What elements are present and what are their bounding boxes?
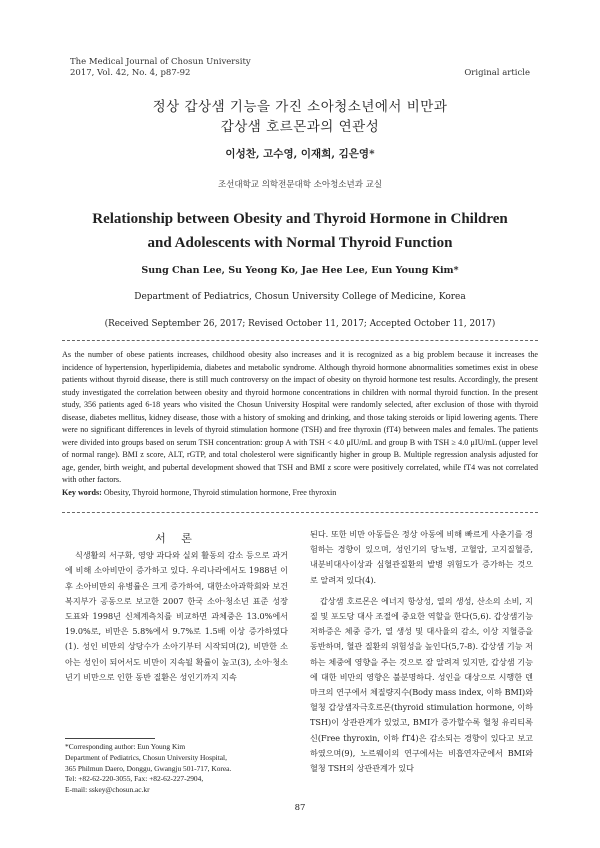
journal-volume: 2017, Vol. 42, No. 4, p87-92 (70, 68, 191, 78)
footnote-line: Department of Pediatrics, Chosun University Hospital, (65, 752, 227, 762)
abstract-text: As the number of obese patients increases, childhood obesity also increases and it is recognized as a big problem because it increases the incidence of hypertension, hyperlipidemia, diabetes and metabolic syndrome. Although thyroid hormone abnormalities sometimes exist in obese patients without thyroid disease, there is still much controversy on the impact of obesity on thyroid hormone test results. Accordingly, the present study investigated the correlation between obesity and thyroid hormone concentrations in children with normal thyroid function. In the present study, 356 patients aged 6-18 years who visited the Chosun University Hospital were randomly selected, after exclusion of those with thyroid disease, diabetes mellitus, kidney disease, those with a history of smoking and drinking, and those taking steroids or lipid lowering agents. There were no significant differences in levels of thyroid stimulation hormone (TSH) and free thyroxin (fT4) between males and females. The patients were divided into groups based on serum TSH concentration: group A with TSH < 4.0 μIU/mL and group B with TSH ≥ 4.0 μIU/mL (upper level of normal range). BMI z score, ALT, rGTP, and total cholesterol were significantly higher in group B. Multiple regression analysis adjusted for age, gender, birth weight, and pubertal development showed that TSH and BMI z score were positively correlated, while fT4 was not correlated with other factors. (62, 350, 538, 484)
english-affiliation: Department of Pediatrics, Chosun University College of Medicine, Korea (134, 292, 466, 302)
corresponding-author-footnote (65, 742, 295, 796)
body-paragraph: 된다. 또한 비만 아동들은 정상 아동에 비해 빠르게 사춘기를 경험하는 경향이 있으며, 성인기의 당뇨병, 고혈압, 고지질혈증, 내분비대사이상과 심혈관질환의 발병 위험도가 증가하는 것으로 알려져 있다(4). (310, 529, 533, 585)
footnote-email: E-mail: sskey@chosun.ac.kr (65, 785, 150, 795)
english-title-line2: and Adolescents with Normal Thyroid Function (147, 235, 453, 251)
keywords-label: Key words: (62, 487, 102, 497)
abstract (62, 349, 538, 499)
journal-name: The Medical Journal of Chosun University (70, 57, 251, 67)
korean-title-line1: 정상 갑상샘 기능을 가진 소아청소년에서 비만과 (152, 99, 448, 115)
article-type: Original article (464, 68, 530, 78)
received-dates: (Received September 26, 2017; Revised October 11, 2017; Accepted October 11, 2017) (104, 319, 496, 329)
english-title (0, 207, 600, 255)
korean-title (0, 97, 600, 137)
footnote-line: Tel: +82-62-220-3055, Fax: +82-62-227-2904, (65, 774, 204, 784)
korean-authors: 이성찬, 고수영, 이재희, 김은영* (225, 148, 375, 160)
body-paragraph: 식생활의 서구화, 영양 과다와 실외 활동의 감소 등으로 과거에 비해 소아비만이 증가하고 있다. 우리나라에서도 1988년 이후 소아비만의 유병률은 크게 증가하여, 대한소아과학회와 보건복지부가 공동으로 보고한 2007 한국 소아·청소년 표준 성장 도표와 1998년 신체계측치를 비교하면 과체중은 13.0%에서 19.0%로, 비만은 5.8%에서 9.7%로 1.5배 이상 증가하였다(1). 성인 비만의 상당수가 소아기부터 시작되며(2), 비만한 소아는 성인이 되어서도 비만이 지속될 확률이 높고(3), 소아·청소년기 비만으로 인한 동반 질환은 성인기까지 지속 (65, 550, 288, 682)
korean-affiliation: 조선대학교 의학전문대학 소아청소년과 교실 (217, 180, 383, 190)
keywords-text: Obesity, Thyroid hormone, Thyroid stimulation hormone, Free thyroxin (103, 487, 337, 497)
footnote-line: *Corresponding author: Eun Young Kim (65, 742, 186, 751)
english-authors: Sung Chan Lee, Su Yeong Ko, Jae Hee Lee, Eun Young Kim* (141, 265, 459, 276)
body-paragraph: 갑상샘 호르몬은 에너지 항상성, 열의 생성, 산소의 소비, 지질 및 포도당 대사 조절에 중요한 역할을 한다(5,6). 갑상샘기능저하증은 체중 증가, 열 생성 및 대사율의 감소, 이상 지혈증을 동반하며, 혈관 질환의 위험성을 높인다(5,7-8). 갑상샘 기능 저하는 체중에 영향을 주는 것으로 잘 알려져 있지만, 갑상샘 기능에 대한 비만의 영향은 불분명하다. 성인을 대상으로 시행한 덴마크의 연구에서 체질량지수(Body mass index, 이하 BMI)와 혈청 갑상샘자극호르몬(thyroid stimulation hormone, 이하 TSH)이 상관관계가 있었고, BMI가 증가할수록 혈청 유리티록신(Free thyroxin, 이하 fT4)은 감소되는 경향이 있다고 보고하였으며(9), 노르웨이의 연구에서는 비흡연자군에서 BMI와 혈청 TSH의 상관관계가 있다 (310, 595, 533, 774)
body-right-column (310, 527, 533, 776)
korean-title-line2: 갑상샘 호르몬과의 연관성 (220, 119, 380, 135)
section-title-introduction: 서 론 (155, 532, 198, 545)
footnote-divider (65, 738, 155, 739)
abstract-top-divider (62, 340, 538, 341)
body-left-column (65, 531, 288, 685)
journal-header (70, 57, 251, 79)
english-title-line1: Relationship between Obesity and Thyroid Hormone in Children (92, 211, 508, 227)
footnote-line: 365 Philmun Daero, Donggu, Gwangju 501-717, Korea. (65, 763, 232, 773)
page-number: 87 (294, 803, 306, 813)
abstract-bottom-divider (62, 512, 538, 513)
